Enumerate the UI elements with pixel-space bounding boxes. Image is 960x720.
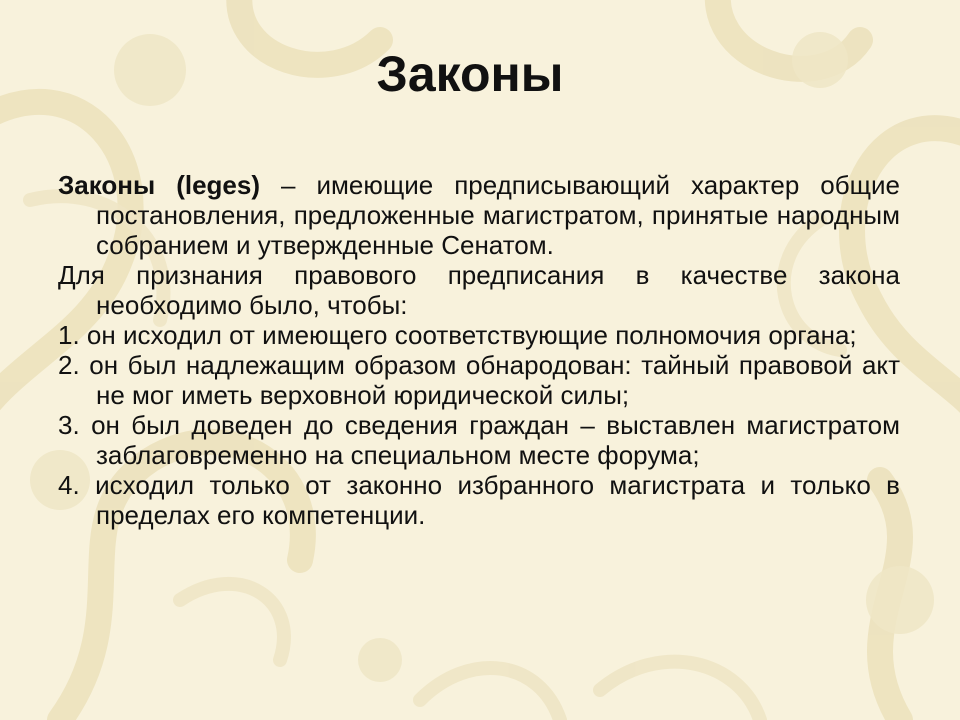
definition-paragraph (58, 170, 900, 260)
list-item-2: 2. он был надлежащим образом обнародован: тайный правовой акт не мог иметь верховной юридической силы; (58, 350, 900, 410)
intro-paragraph: Для признания правового предписания в качестве закона необходимо было, чтобы: (58, 260, 900, 320)
definition-term: Законы (leges) (58, 170, 261, 200)
slide-body (58, 170, 900, 530)
slide-title: Законы (376, 46, 564, 102)
definition-text: – имеющие предписывающий характер общие постановления, предложенные магистратом, принятые народным собранием и утвержденные Сенатом. (96, 170, 901, 260)
list-item-3: 3. он был доведен до сведения граждан – выставлен магистратом заблаговременно на специальном месте форума; (58, 410, 900, 470)
list-item-1: 1. он исходил от имеющего соответствующие полномочия органа; (58, 320, 857, 350)
list-item-4: 4. исходил только от законно избранного магистрата и только в пределах его компетенции. (58, 470, 900, 530)
